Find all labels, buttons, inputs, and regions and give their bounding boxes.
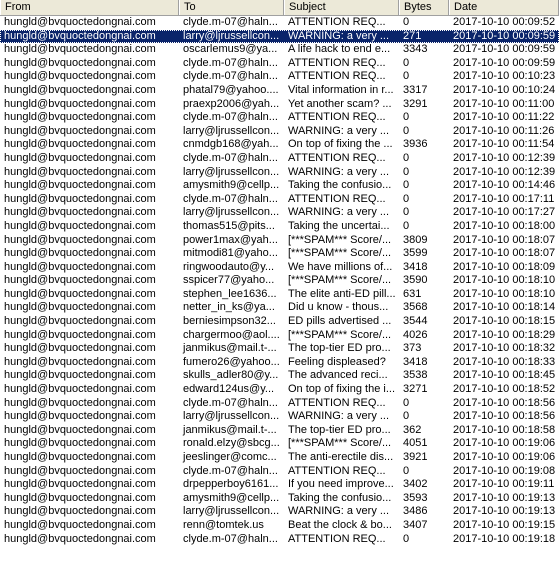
message-row[interactable] — [0, 152, 559, 166]
subject-cell: ATTENTION REQ... — [288, 70, 386, 83]
to-cell: larry@ljrussellcon... — [183, 410, 280, 423]
message-row[interactable] — [0, 315, 559, 329]
subject-cell: ATTENTION REQ... — [288, 192, 386, 205]
date-cell: 2017-10-10 00:17:27 — [453, 206, 556, 219]
message-row[interactable] — [0, 301, 559, 315]
to-cell: clyde.m-07@haln... — [183, 532, 278, 545]
bytes-cell: 0 — [403, 206, 410, 219]
message-row[interactable] — [0, 193, 559, 207]
message-row[interactable] — [0, 451, 559, 465]
subject-cell: The elite anti-ED pill... — [288, 287, 396, 300]
subject-cell: [***SPAM*** Score/... — [288, 437, 392, 450]
message-row[interactable] — [0, 397, 559, 411]
from-cell: hungld@bvquoctedongnai.com — [4, 70, 156, 83]
from-cell: hungld@bvquoctedongnai.com — [4, 165, 156, 178]
bytes-cell: 631 — [403, 287, 422, 300]
message-row[interactable] — [0, 274, 559, 288]
date-cell: 2017-10-10 00:18:33 — [453, 355, 556, 368]
from-cell: hungld@bvquoctedongnai.com — [4, 124, 156, 137]
to-cell: oscarlemus9@ya... — [183, 43, 278, 56]
message-row[interactable] — [0, 410, 559, 424]
subject-cell: WARNING: a very ... — [288, 124, 390, 137]
message-row[interactable] — [0, 342, 559, 356]
subject-cell: Yet another scam? ... — [288, 97, 392, 110]
to-cell: clyde.m-07@haln... — [183, 396, 278, 409]
subject-cell: ATTENTION REQ... — [288, 464, 386, 477]
date-cell: 2017-10-10 00:18:58 — [453, 423, 556, 436]
date-cell: 2017-10-10 00:18:52 — [453, 383, 556, 396]
bytes-cell: 3271 — [403, 383, 428, 396]
date-cell: 2017-10-10 00:14:46 — [453, 179, 556, 192]
subject-cell: We have millions of... — [288, 260, 393, 273]
message-row[interactable] — [0, 424, 559, 438]
column-header-row — [0, 0, 559, 16]
bytes-cell: 3590 — [403, 274, 428, 287]
bytes-cell: 3407 — [403, 518, 428, 531]
date-cell: 2017-10-10 00:17:11 — [453, 192, 555, 205]
message-row[interactable] — [0, 57, 559, 71]
bytes-cell: 0 — [403, 464, 410, 477]
bytes-cell: 3544 — [403, 315, 428, 328]
date-cell: 2017-10-10 00:19:18 — [453, 532, 556, 545]
subject-cell: If you need improve... — [288, 478, 394, 491]
bytes-cell: 3402 — [403, 478, 428, 491]
to-cell: phatal79@yahoo.... — [183, 83, 279, 96]
to-cell: jeeslinger@comc... — [183, 451, 277, 463]
date-cell: 2017-10-10 00:18:32 — [453, 342, 556, 355]
subject-cell: Taking the confusio... — [288, 179, 392, 192]
date-cell: 2017-10-10 00:12:39 — [453, 165, 556, 178]
subject-cell: Taking the uncertai... — [288, 219, 390, 232]
bytes-cell: 3418 — [403, 260, 428, 273]
subject-cell: The top-tier ED pro... — [288, 342, 391, 355]
from-cell: hungld@bvquoctedongnai.com — [4, 111, 156, 124]
column-header-subject[interactable]: Subject — [284, 0, 399, 15]
bytes-cell: 3317 — [403, 83, 428, 96]
to-cell: larry@ljrussellcon... — [183, 29, 280, 42]
date-cell: 2017-10-10 00:18:07 — [453, 247, 556, 260]
bytes-cell: 0 — [403, 16, 410, 28]
from-cell: hungld@bvquoctedongnai.com — [4, 355, 156, 368]
column-header-date[interactable]: Date — [449, 0, 559, 15]
subject-cell: WARNING: a very ... — [288, 410, 390, 423]
from-cell: hungld@bvquoctedongnai.com — [4, 43, 156, 56]
from-cell: hungld@bvquoctedongnai.com — [4, 219, 156, 232]
date-cell: 2017-10-10 00:18:56 — [453, 410, 556, 423]
message-row[interactable] — [0, 356, 559, 370]
bytes-cell: 0 — [403, 179, 410, 192]
from-cell: hungld@bvquoctedongnai.com — [4, 478, 156, 491]
date-cell: 2017-10-10 00:11:26 — [453, 124, 555, 137]
subject-cell: WARNING: a very ... — [288, 165, 390, 178]
to-cell: drpepperboy6161... — [183, 478, 279, 491]
date-cell: 2017-10-10 00:18:00 — [453, 219, 556, 232]
subject-cell: Taking the confusio... — [288, 491, 392, 504]
from-cell: hungld@bvquoctedongnai.com — [4, 383, 156, 396]
message-row[interactable] — [0, 166, 559, 180]
message-rows — [0, 16, 559, 546]
subject-cell: WARNING: a very ... — [288, 206, 390, 219]
to-cell: amysmith9@cellp... — [183, 179, 280, 192]
from-cell: hungld@bvquoctedongnai.com — [4, 505, 156, 518]
message-row[interactable] — [0, 519, 559, 533]
from-cell: hungld@bvquoctedongnai.com — [4, 179, 156, 192]
from-cell: hungld@bvquoctedongnai.com — [4, 138, 156, 151]
message-row[interactable] — [0, 288, 559, 302]
from-cell: hungld@bvquoctedongnai.com — [4, 56, 156, 69]
date-cell: 2017-10-10 00:19:06 — [453, 437, 556, 450]
bytes-cell: 3593 — [403, 491, 428, 504]
to-cell: larry@ljrussellcon... — [183, 505, 280, 518]
subject-cell: ATTENTION REQ... — [288, 151, 386, 164]
from-cell: hungld@bvquoctedongnai.com — [4, 437, 156, 450]
to-cell: skulls_adler80@y... — [183, 369, 279, 382]
bytes-cell: 3809 — [403, 233, 428, 246]
date-cell: 2017-10-10 00:19:06 — [453, 451, 556, 463]
from-cell: hungld@bvquoctedongnai.com — [4, 342, 156, 355]
subject-cell: WARNING: a very ... — [288, 29, 390, 42]
from-cell: hungld@bvquoctedongnai.com — [4, 518, 156, 531]
date-cell: 2017-10-10 00:09:59 — [453, 29, 556, 42]
subject-cell: The advanced reci... — [288, 369, 388, 382]
date-cell: 2017-10-10 00:10:23 — [453, 70, 556, 83]
date-cell: 2017-10-10 00:19:13 — [453, 491, 556, 504]
message-row[interactable] — [0, 478, 559, 492]
bytes-cell: 3921 — [403, 451, 428, 463]
from-cell: hungld@bvquoctedongnai.com — [4, 464, 156, 477]
subject-cell: ED pills advertised ... — [288, 315, 392, 328]
to-cell: clyde.m-07@haln... — [183, 464, 278, 477]
message-row[interactable] — [0, 206, 559, 220]
from-cell: hungld@bvquoctedongnai.com — [4, 328, 156, 341]
to-cell: thomas515@pits... — [183, 219, 275, 232]
message-row[interactable] — [0, 138, 559, 152]
from-cell: hungld@bvquoctedongnai.com — [4, 287, 156, 300]
date-cell: 2017-10-10 00:11:54 — [453, 138, 555, 151]
message-row[interactable] — [0, 505, 559, 519]
date-cell: 2017-10-10 00:19:08 — [453, 464, 556, 477]
date-cell: 2017-10-10 00:19:13 — [453, 505, 556, 518]
to-cell: clyde.m-07@haln... — [183, 151, 278, 164]
date-cell: 2017-10-10 00:18:45 — [453, 369, 556, 382]
message-row[interactable] — [0, 383, 559, 397]
date-cell: 2017-10-10 00:09:52 — [453, 16, 556, 28]
date-cell: 2017-10-10 00:18:14 — [453, 301, 556, 314]
to-cell: clyde.m-07@haln... — [183, 70, 278, 83]
message-row[interactable] — [0, 179, 559, 193]
subject-cell: Beat the clock & bo... — [288, 518, 392, 531]
from-cell: hungld@bvquoctedongnai.com — [4, 233, 156, 246]
from-cell: hungld@bvquoctedongnai.com — [4, 247, 156, 260]
message-row[interactable] — [0, 247, 559, 261]
date-cell: 2017-10-10 00:18:09 — [453, 260, 556, 273]
subject-cell: [***SPAM*** Score/... — [288, 274, 392, 287]
to-cell: sspicer77@yaho... — [183, 274, 275, 287]
from-cell: hungld@bvquoctedongnai.com — [4, 97, 156, 110]
subject-cell: [***SPAM*** Score/... — [288, 328, 392, 341]
subject-cell: On top of fixing the i... — [288, 383, 396, 396]
subject-cell: A life hack to end e... — [288, 43, 391, 56]
from-cell: hungld@bvquoctedongnai.com — [4, 532, 156, 545]
bytes-cell: 0 — [403, 410, 410, 423]
to-cell: ronald.elzy@sbcg... — [183, 437, 280, 450]
subject-cell: The top-tier ED pro... — [288, 423, 391, 436]
message-row[interactable] — [0, 70, 559, 84]
message-row[interactable] — [0, 465, 559, 479]
message-row[interactable] — [0, 98, 559, 112]
from-cell: hungld@bvquoctedongnai.com — [4, 451, 156, 463]
bytes-cell: 3936 — [403, 138, 428, 151]
to-cell: chargermoo@aol.... — [183, 328, 280, 341]
from-cell: hungld@bvquoctedongnai.com — [4, 151, 156, 164]
date-cell: 2017-10-10 00:19:15 — [453, 518, 556, 531]
message-row[interactable] — [0, 84, 559, 98]
bytes-cell: 4051 — [403, 437, 428, 450]
date-cell: 2017-10-10 00:12:39 — [453, 151, 556, 164]
date-cell: 2017-10-10 00:11:22 — [453, 111, 555, 124]
date-cell: 2017-10-10 00:19:11 — [453, 478, 555, 491]
message-row[interactable] — [0, 329, 559, 343]
date-cell: 2017-10-10 00:18:29 — [453, 328, 556, 341]
message-row[interactable] — [0, 30, 559, 44]
bytes-cell: 0 — [403, 219, 410, 232]
from-cell: hungld@bvquoctedongnai.com — [4, 491, 156, 504]
from-cell: hungld@bvquoctedongnai.com — [4, 206, 156, 219]
to-cell: cnmdgb168@yah... — [183, 138, 279, 151]
from-cell: hungld@bvquoctedongnai.com — [4, 192, 156, 205]
subject-cell: [***SPAM*** Score/... — [288, 233, 392, 246]
bytes-cell: 271 — [403, 29, 422, 42]
to-cell: larry@ljrussellcon... — [183, 165, 280, 178]
from-cell: hungld@bvquoctedongnai.com — [4, 369, 156, 382]
to-cell: clyde.m-07@haln... — [183, 111, 278, 124]
bytes-cell: 0 — [403, 396, 410, 409]
bytes-cell: 0 — [403, 124, 410, 137]
date-cell: 2017-10-10 00:09:59 — [453, 43, 556, 56]
to-cell: renn@tomtek.us — [183, 518, 264, 531]
subject-cell: ATTENTION REQ... — [288, 16, 386, 28]
bytes-cell: 0 — [403, 192, 410, 205]
bytes-cell: 0 — [403, 151, 410, 164]
message-row[interactable] — [0, 16, 559, 30]
bytes-cell: 3418 — [403, 355, 428, 368]
subject-cell: ATTENTION REQ... — [288, 396, 386, 409]
to-cell: praexp2006@yah... — [183, 97, 280, 110]
to-cell: clyde.m-07@haln... — [183, 16, 278, 28]
to-cell: berniesimpson32... — [183, 315, 276, 328]
to-cell: ringwoodauto@y... — [183, 260, 275, 273]
date-cell: 2017-10-10 00:18:56 — [453, 396, 556, 409]
bytes-cell: 0 — [403, 111, 410, 124]
date-cell: 2017-10-10 00:18:15 — [453, 315, 556, 328]
bytes-cell: 3291 — [403, 97, 428, 110]
to-cell: larry@ljrussellcon... — [183, 124, 280, 137]
bytes-cell: 3486 — [403, 505, 428, 518]
subject-cell: Vital information in r... — [288, 83, 394, 96]
subject-cell: On top of fixing the ... — [288, 138, 393, 151]
message-row[interactable] — [0, 533, 559, 547]
column-header-from[interactable]: From — [0, 0, 179, 15]
bytes-cell: 3343 — [403, 43, 428, 56]
subject-cell: Did u know - thous... — [288, 301, 389, 314]
to-cell: janmikus@mail.t-... — [183, 423, 277, 436]
to-cell: fumero26@yahoo... — [183, 355, 280, 368]
to-cell: janmikus@mail.t-... — [183, 342, 277, 355]
column-header-to[interactable]: To — [179, 0, 284, 15]
bytes-cell: 362 — [403, 423, 422, 436]
message-row[interactable] — [0, 369, 559, 383]
to-cell: power1max@yah... — [183, 233, 278, 246]
to-cell: netter_in_ks@ya... — [183, 301, 275, 314]
from-cell: hungld@bvquoctedongnai.com — [4, 301, 156, 314]
from-cell: hungld@bvquoctedongnai.com — [4, 16, 156, 28]
subject-cell: WARNING: a very ... — [288, 505, 390, 518]
bytes-cell: 0 — [403, 70, 410, 83]
date-cell: 2017-10-10 00:09:59 — [453, 56, 556, 69]
to-cell: edward124us@y... — [183, 383, 275, 396]
from-cell: hungld@bvquoctedongnai.com — [4, 396, 156, 409]
from-cell: hungld@bvquoctedongnai.com — [4, 260, 156, 273]
date-cell: 2017-10-10 00:11:00 — [453, 97, 555, 110]
from-cell: hungld@bvquoctedongnai.com — [4, 410, 156, 423]
message-row[interactable] — [0, 492, 559, 506]
subject-cell: ATTENTION REQ... — [288, 111, 386, 124]
to-cell: clyde.m-07@haln... — [183, 56, 278, 69]
to-cell: mitmodi81@yaho... — [183, 247, 278, 260]
column-header-bytes[interactable]: Bytes — [399, 0, 449, 15]
message-row[interactable] — [0, 220, 559, 234]
from-cell: hungld@bvquoctedongnai.com — [4, 83, 156, 96]
from-cell: hungld@bvquoctedongnai.com — [4, 315, 156, 328]
subject-cell: The anti-erectile dis... — [288, 451, 394, 463]
message-row[interactable] — [0, 125, 559, 139]
bytes-cell: 3599 — [403, 247, 428, 260]
bytes-cell: 0 — [403, 532, 410, 545]
bytes-cell: 0 — [403, 165, 410, 178]
bytes-cell: 373 — [403, 342, 422, 355]
bytes-cell: 4026 — [403, 328, 428, 341]
message-row[interactable] — [0, 234, 559, 248]
from-cell: hungld@bvquoctedongnai.com — [4, 423, 156, 436]
date-cell: 2017-10-10 00:18:07 — [453, 233, 556, 246]
message-row[interactable] — [0, 261, 559, 275]
from-cell: hungld@bvquoctedongnai.com — [4, 29, 156, 42]
date-cell: 2017-10-10 00:18:10 — [453, 274, 556, 287]
subject-cell: ATTENTION REQ... — [288, 532, 386, 545]
to-cell: amysmith9@cellp... — [183, 491, 280, 504]
from-cell: hungld@bvquoctedongnai.com — [4, 274, 156, 287]
message-row[interactable] — [0, 111, 559, 125]
subject-cell: Feeling displeased? — [288, 355, 386, 368]
subject-cell: [***SPAM*** Score/... — [288, 247, 392, 260]
date-cell: 2017-10-10 00:18:10 — [453, 287, 556, 300]
date-cell: 2017-10-10 00:10:24 — [453, 83, 556, 96]
to-cell: larry@ljrussellcon... — [183, 206, 280, 219]
to-cell: stephen_lee1636... — [183, 287, 277, 300]
bytes-cell: 3568 — [403, 301, 428, 314]
message-row[interactable] — [0, 437, 559, 451]
bytes-cell: 3538 — [403, 369, 428, 382]
to-cell: clyde.m-07@haln... — [183, 192, 278, 205]
subject-cell: ATTENTION REQ... — [288, 56, 386, 69]
message-row[interactable] — [0, 43, 559, 57]
bytes-cell: 0 — [403, 56, 410, 69]
